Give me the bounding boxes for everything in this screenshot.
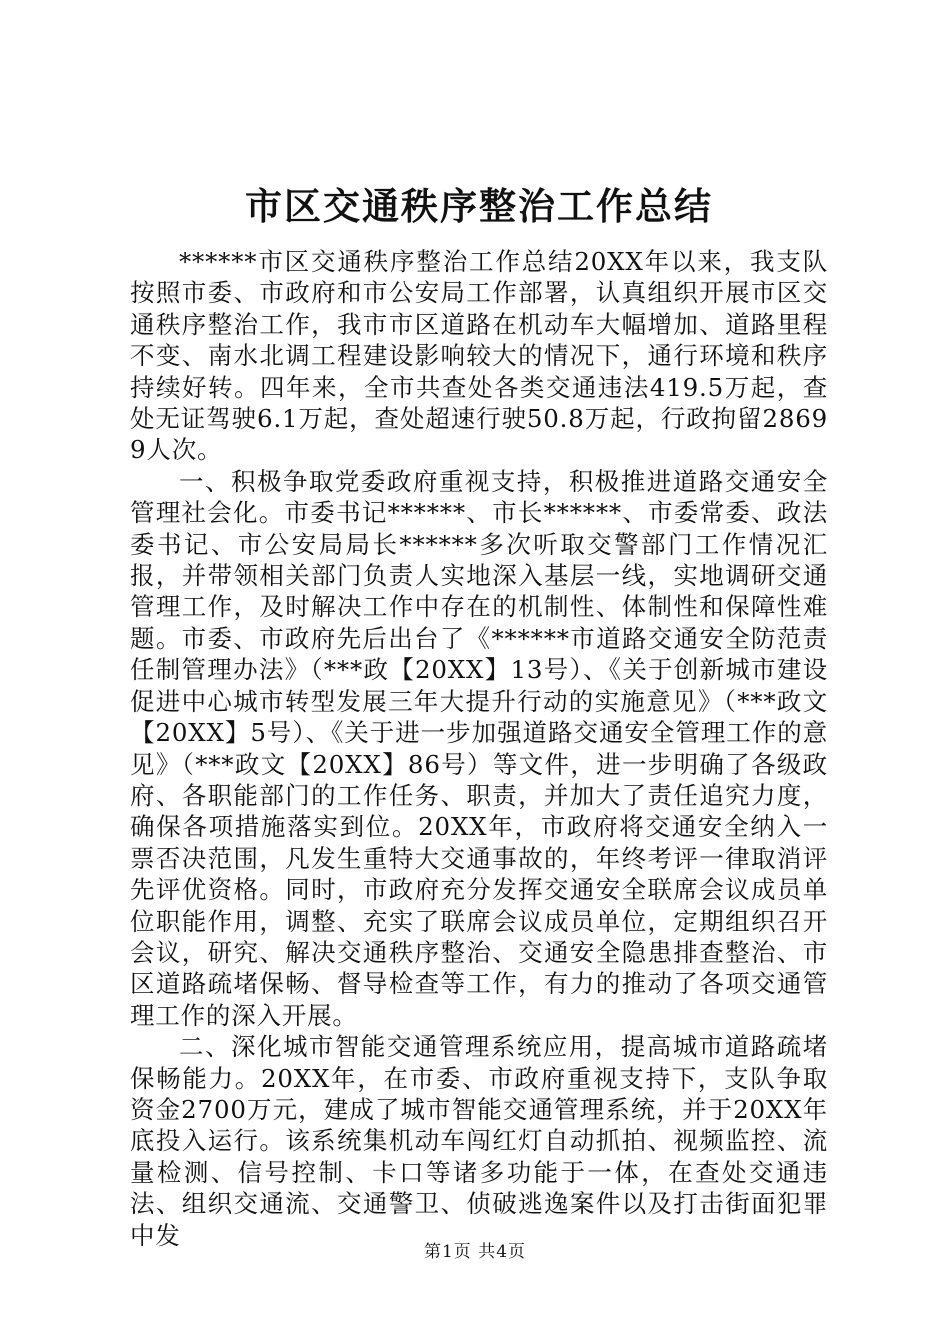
- document-title: 市区交通秩序整治工作总结: [245, 184, 713, 228]
- paragraph-section-2: 二、深化城市智能交通管理系统应用，提高城市道路疏堵保畅能力。20XX年，在市委、市政府重视支持下，支队争取资金2700万元，建成了城市智能交通管理系统，并于20XX年底投入运行。该系统集机动车闯红灯自动抓拍、视频监控、流量检测、信号控制、卡口等诸多功能于一体，在查处交通违法、组织交通流、交通警卫、侦破逃逸案件以及打击街面犯罪中发: [130, 1032, 828, 1250]
- page-footer: 第1页 共4页: [423, 1242, 527, 1262]
- document-page: [130, 180, 828, 1251]
- paragraph-intro: ******市区交通秩序整治工作总结20XX年以来，我支队按照市委、市政府和市公安局工作部署，认真组织开展市区交通秩序整治工作，我市市区道路在机动车大幅增加、道路里程不变、南水北调工程建设影响较大的情况下，通行环境和秩序持续好转。四年来，全市共查处各类交通违法419.5万起，查处无证驾驶6.1万起，查处超速行驶50.8万起，行政拘留28699人次。: [130, 247, 828, 465]
- paragraph-section-1: 一、积极争取党委政府重视支持，积极推进道路交通安全管理社会化。市委书记******、市长******、市委常委、政法委书记、市公安局局长******多次听取交警部门工作情况汇报，并带领相关部门负责人实地深入基层一线，实地调研交通管理工作，及时解决工作中存在的机制性、体制性和保障性难题。市委、市政府先后出台了《******市道路交通安全防范责任制管理办法》（***政【20XX】13号）、《关于创新城市建设促进中心城市转型发展三年大提升行动的实施意见》（***政文【20XX】5号）、《关于进一步加强道路交通安全管理工作的意见》（***政文【20XX】86号）等文件，进一步明确了各级政府、各职能部门的工作任务、职责，并加大了责任追究力度，确保各项措施落实到位。20XX年，市政府将交通安全纳入一票否决范围，凡发生重特大交通事故的，年终考评一律取消评先评优资格。同时，市政府充分发挥交通安全联席会议成员单位职能作用，调整、充实了联席会议成员单位，定期组织召开会议，研究、解决交通秩序整治、交通安全隐患排查整治、市区道路疏堵保畅、督导检查等工作，有力的推动了各项交通管理工作的深入开展。: [130, 466, 828, 1030]
